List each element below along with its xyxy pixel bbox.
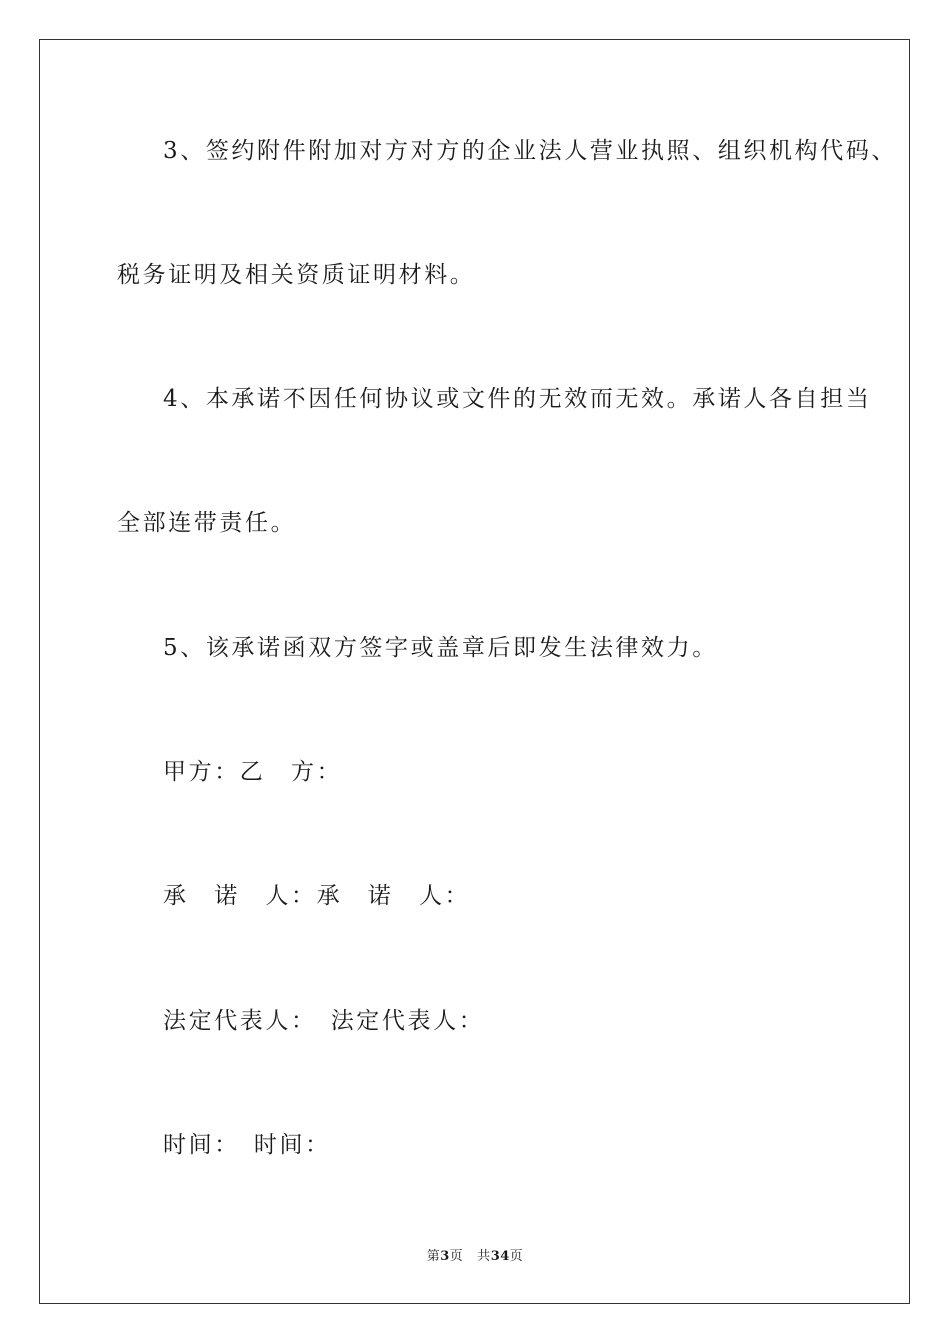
promisor-line: 承 诺 人：承 诺 人： bbox=[163, 883, 471, 909]
footer-total-suffix: 页 bbox=[509, 1249, 524, 1264]
clause-4-line-2: 全部连带责任。 bbox=[117, 510, 297, 536]
clause-4-line-1: 4、本承诺不因任何协议或文件的无效而无效。承诺人各自担当 bbox=[163, 386, 872, 412]
page-border bbox=[39, 39, 910, 1304]
date-line: 时间： 时间： bbox=[163, 1132, 331, 1158]
footer-page-suffix: 页 bbox=[449, 1249, 464, 1264]
footer-page-prefix: 第 bbox=[426, 1249, 441, 1264]
clause-3-line-2: 税务证明及相关资质证明材料。 bbox=[117, 262, 476, 288]
footer-total-pages: 34 bbox=[490, 1249, 510, 1264]
footer-total-prefix: 共 bbox=[477, 1249, 491, 1264]
clause-5-line: 5、该承诺函双方签字或盖章后即发生法律效力。 bbox=[163, 635, 718, 661]
footer-page-number: 3 bbox=[440, 1249, 450, 1264]
clause-3-line-1: 3、签约附件附加对方对方的企业法人营业执照、组织机构代码、 bbox=[163, 138, 898, 164]
legal-representative-line: 法定代表人： 法定代表人： bbox=[163, 1008, 485, 1034]
party-line: 甲方：乙 方： bbox=[163, 759, 343, 785]
page-footer bbox=[0, 1245, 950, 1264]
